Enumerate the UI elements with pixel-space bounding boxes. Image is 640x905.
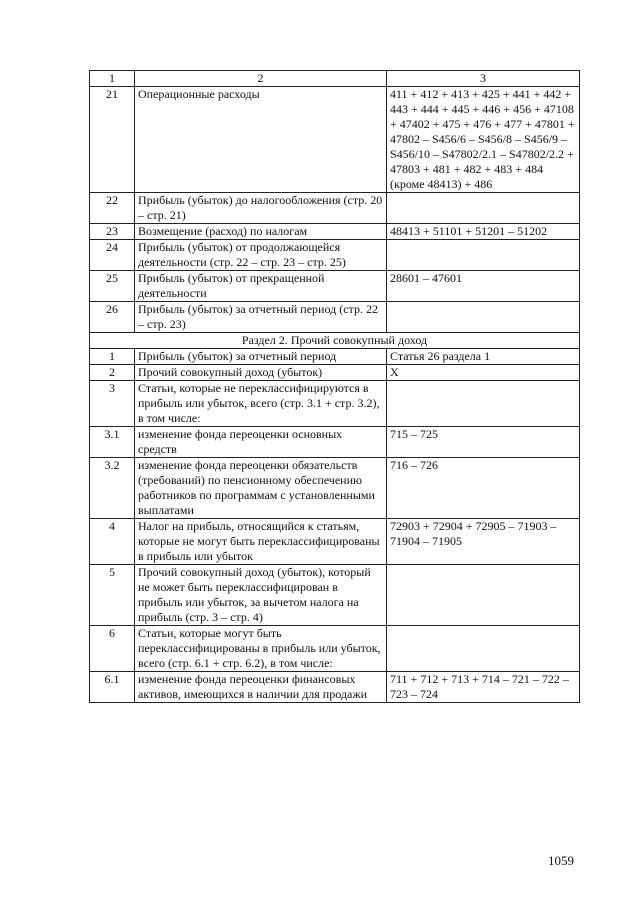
section-row	[90, 333, 580, 349]
row-number: 4	[90, 519, 135, 565]
row-name: Статьи, которые не переклассифицируются в прибыль или убыток, всего (стр. 3.1 + стр. 3.2), в том числе:	[135, 381, 387, 427]
row-name: Статьи, которые могут быть переклассифицированы в прибыль или убыток, всего (стр. 6.1 + стр. 6.2), в том числе:	[135, 626, 387, 672]
table-row	[90, 349, 580, 365]
table-row	[90, 458, 580, 519]
row-formula: 711 + 712 + 713 + 714 – 721 – 722 – 723 – 724	[387, 672, 580, 703]
header-col-3: 3	[387, 71, 580, 87]
row-number: 23	[90, 224, 135, 240]
row-formula	[387, 193, 580, 224]
row-formula	[387, 565, 580, 626]
row-name: Прибыль (убыток) за отчетный период	[135, 349, 387, 365]
table-row	[90, 302, 580, 333]
row-formula: 28601 – 47601	[387, 271, 580, 302]
row-number: 3.2	[90, 458, 135, 519]
row-number: 2	[90, 365, 135, 381]
row-formula	[387, 381, 580, 427]
row-name: Прибыль (убыток) от продолжающейся деятельности (стр. 22 – стр. 23 – стр. 25)	[135, 240, 387, 271]
header-col-2: 2	[135, 71, 387, 87]
row-formula: 411 + 412 + 413 + 425 + 441 + 442 + 443 + 444 + 445 + 446 + 456 + 47108 + 47402 + 475 + 476 + 477 + 47801 + 47802 – S456/6 – S456/8 – S456/9 – S456/10 – S47802/2.1 – S47802/2.2 + 47803 + 481 + 482 + 483 + 484 (кроме 48413) + 486	[387, 87, 580, 193]
page-number: 1059	[548, 853, 574, 868]
row-number: 5	[90, 565, 135, 626]
header-col-1: 1	[90, 71, 135, 87]
table-row	[90, 565, 580, 626]
row-name: изменение фонда переоценки основных средств	[135, 427, 387, 458]
row-formula: Статья 26 раздела 1	[387, 349, 580, 365]
row-formula: X	[387, 365, 580, 381]
table-row	[90, 626, 580, 672]
row-number: 25	[90, 271, 135, 302]
section-title: Раздел 2. Прочий совокупный доход	[90, 333, 580, 349]
row-name: Прибыль (убыток) за отчетный период (стр. 22 – стр. 23)	[135, 302, 387, 333]
table-row	[90, 193, 580, 224]
row-number: 24	[90, 240, 135, 271]
row-number: 22	[90, 193, 135, 224]
row-formula: 72903 + 72904 + 72905 – 71903 – 71904 – 71905	[387, 519, 580, 565]
row-number: 3	[90, 381, 135, 427]
row-number: 26	[90, 302, 135, 333]
row-name: Прочий совокупный доход (убыток)	[135, 365, 387, 381]
row-number: 6	[90, 626, 135, 672]
row-formula: 716 – 726	[387, 458, 580, 519]
row-name: изменение фонда переоценки финансовых активов, имеющихся в наличии для продажи	[135, 672, 387, 703]
row-name: Налог на прибыль, относящийся к статьям, которые не могут быть переклассифицированы в прибыль или убыток	[135, 519, 387, 565]
table-header-row	[90, 71, 580, 87]
table-row	[90, 365, 580, 381]
table-row	[90, 87, 580, 193]
table-row	[90, 519, 580, 565]
table-row	[90, 381, 580, 427]
row-number: 1	[90, 349, 135, 365]
row-number: 3.1	[90, 427, 135, 458]
row-name: Операционные расходы	[135, 87, 387, 193]
table-row	[90, 271, 580, 302]
row-number: 6.1	[90, 672, 135, 703]
row-formula: 48413 + 51101 + 51201 – 51202	[387, 224, 580, 240]
row-name: Прибыль (убыток) от прекращенной деятельности	[135, 271, 387, 302]
table-row	[90, 427, 580, 458]
report-table	[89, 70, 580, 703]
row-number: 21	[90, 87, 135, 193]
row-name: Прочий совокупный доход (убыток), который не может быть переклассифицирован в прибыль или убыток, за вычетом налога на прибыль (стр. 3 – стр. 4)	[135, 565, 387, 626]
row-formula: 715 – 725	[387, 427, 580, 458]
row-name: изменение фонда переоценки обязательств (требований) по пенсионному обеспечению работников по программам с установленными выплатами	[135, 458, 387, 519]
table-row	[90, 224, 580, 240]
row-formula	[387, 626, 580, 672]
row-formula	[387, 302, 580, 333]
row-formula	[387, 240, 580, 271]
row-name: Прибыль (убыток) до налогообложения (стр. 20 – стр. 21)	[135, 193, 387, 224]
table-row	[90, 240, 580, 271]
report-table-body	[90, 71, 580, 703]
row-name: Возмещение (расход) по налогам	[135, 224, 387, 240]
table-row	[90, 672, 580, 703]
